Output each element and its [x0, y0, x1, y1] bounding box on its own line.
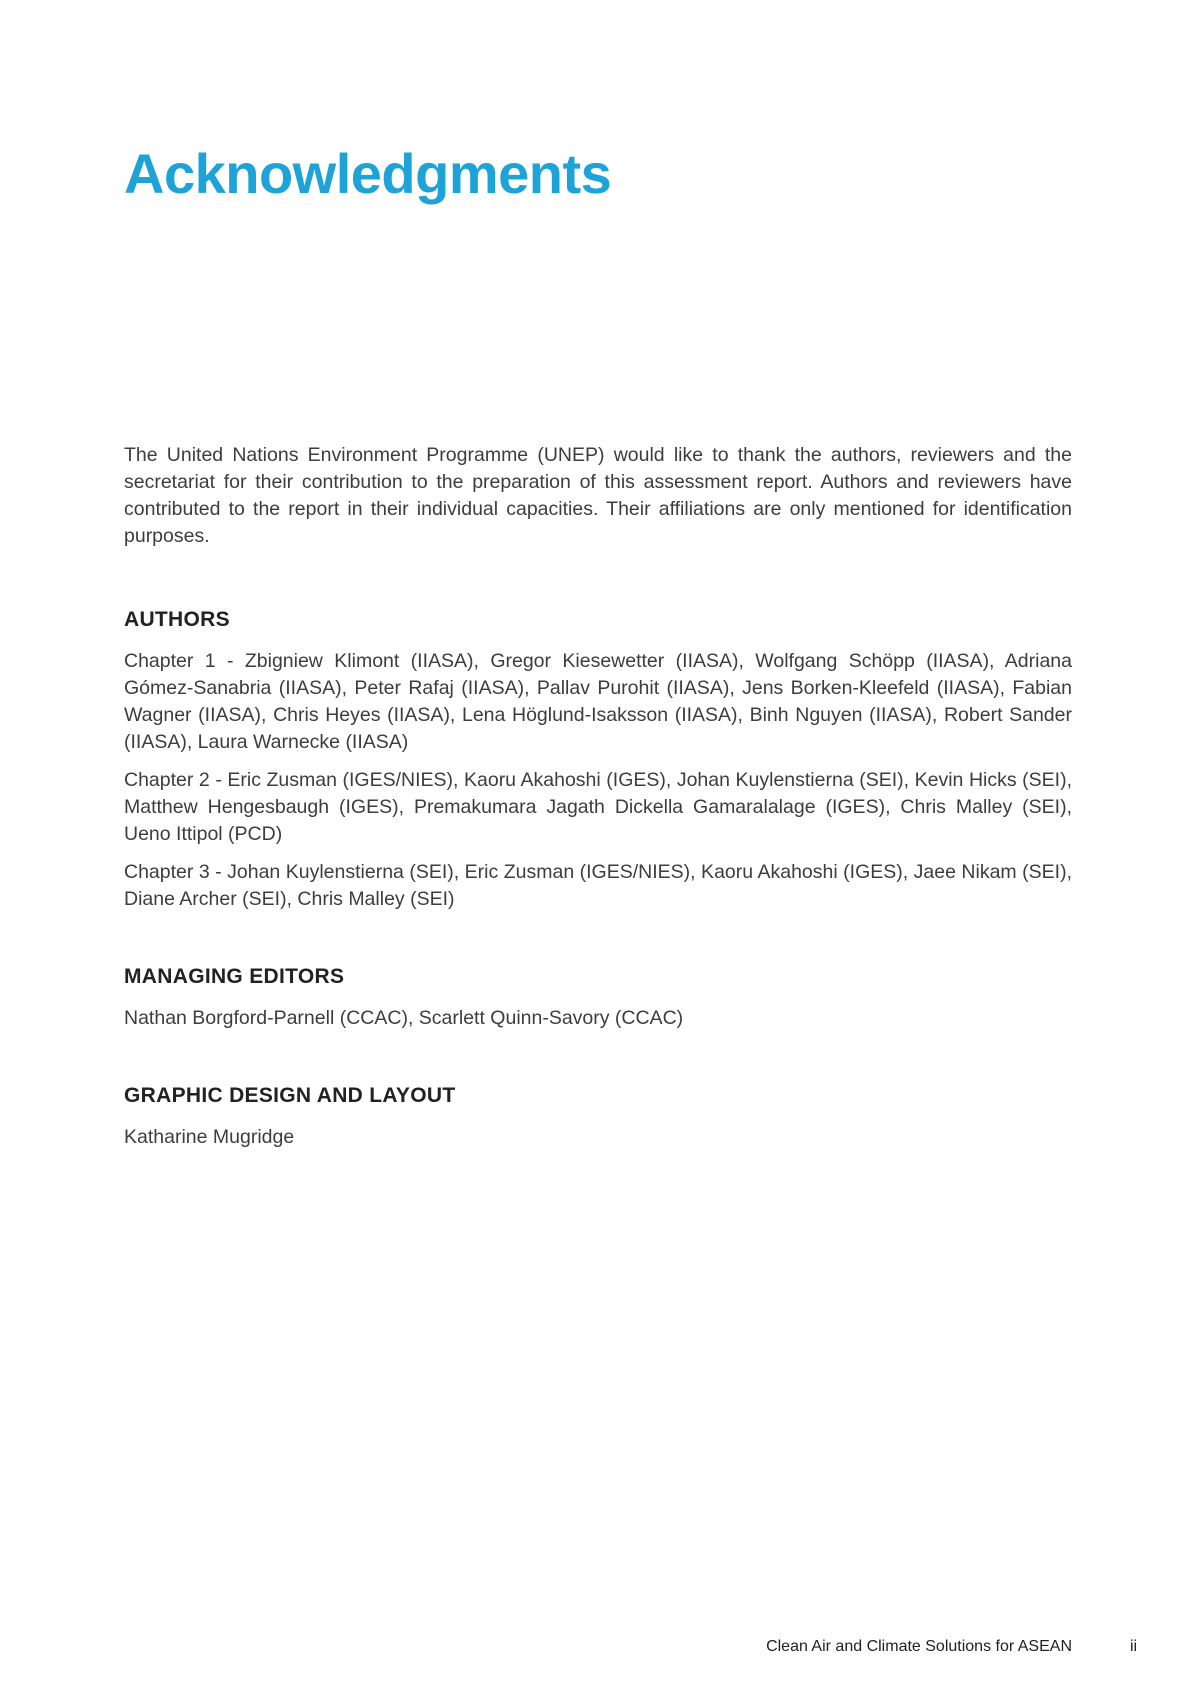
page-number: ii — [1130, 1638, 1138, 1655]
page-title: Acknowledgments — [124, 142, 612, 205]
graphic-design-names: Katharine Mugridge — [124, 1126, 295, 1148]
authors-section — [124, 606, 1072, 913]
authors-chapter-3: Chapter 3 - Johan Kuylenstierna (SEI), Eric Zusman (IGES/NIES), Kaoru Akahoshi (IGES), Jaee Nikam (SEI), Diane Archer (SEI), Chris Malley (SEI) — [124, 861, 1072, 910]
authors-chapter-1: Chapter 1 - Zbigniew Klimont (IIASA), Gregor Kiesewetter (IIASA), Wolfgang Schöpp (IIASA), Adriana Gómez-Sanabria (IIASA), Peter Rafaj (IIASA), Pallav Purohit (IIASA), Jens Borken-Kleefeld (IIASA), Fabian Wagner (IIASA), Chris Heyes (IIASA), Lena Höglund-Isaksson (IIASA), Binh Nguyen (IIASA), Robert Sander (IIASA), Laura Warnecke (IIASA) — [124, 650, 1072, 753]
authors-chapter-2: Chapter 2 - Eric Zusman (IGES/NIES), Kaoru Akahoshi (IGES), Johan Kuylenstierna (SEI), Kevin Hicks (SEI), Matthew Hengesbaugh (IGES), Premakumara Jagath Dickella Gamaralalage (IGES), Chris Malley (SEI), Ueno Ittipol (PCD) — [124, 769, 1072, 845]
managing-editors-heading: MANAGING EDITORS — [124, 965, 345, 988]
graphic-design-heading: GRAPHIC DESIGN AND LAYOUT — [124, 1084, 456, 1107]
footer-report-title: Clean Air and Climate Solutions for ASEAN — [766, 1638, 1072, 1655]
managing-editors-section — [124, 963, 1072, 1032]
intro-paragraph: The United Nations Environment Programme (UNEP) would like to thank the authors, reviewers and the secretariat for their contribution to the preparation of this assessment report. Authors and reviewers have contributed to the report in their individual capacities. Their affiliations are only mentioned for identification purposes. — [124, 444, 1072, 547]
authors-heading: AUTHORS — [124, 608, 230, 631]
graphic-design-section — [124, 1082, 1072, 1151]
managing-editors-names: Nathan Borgford-Parnell (CCAC), Scarlett Quinn-Savory (CCAC) — [124, 1007, 684, 1029]
main-content — [124, 442, 1072, 1162]
